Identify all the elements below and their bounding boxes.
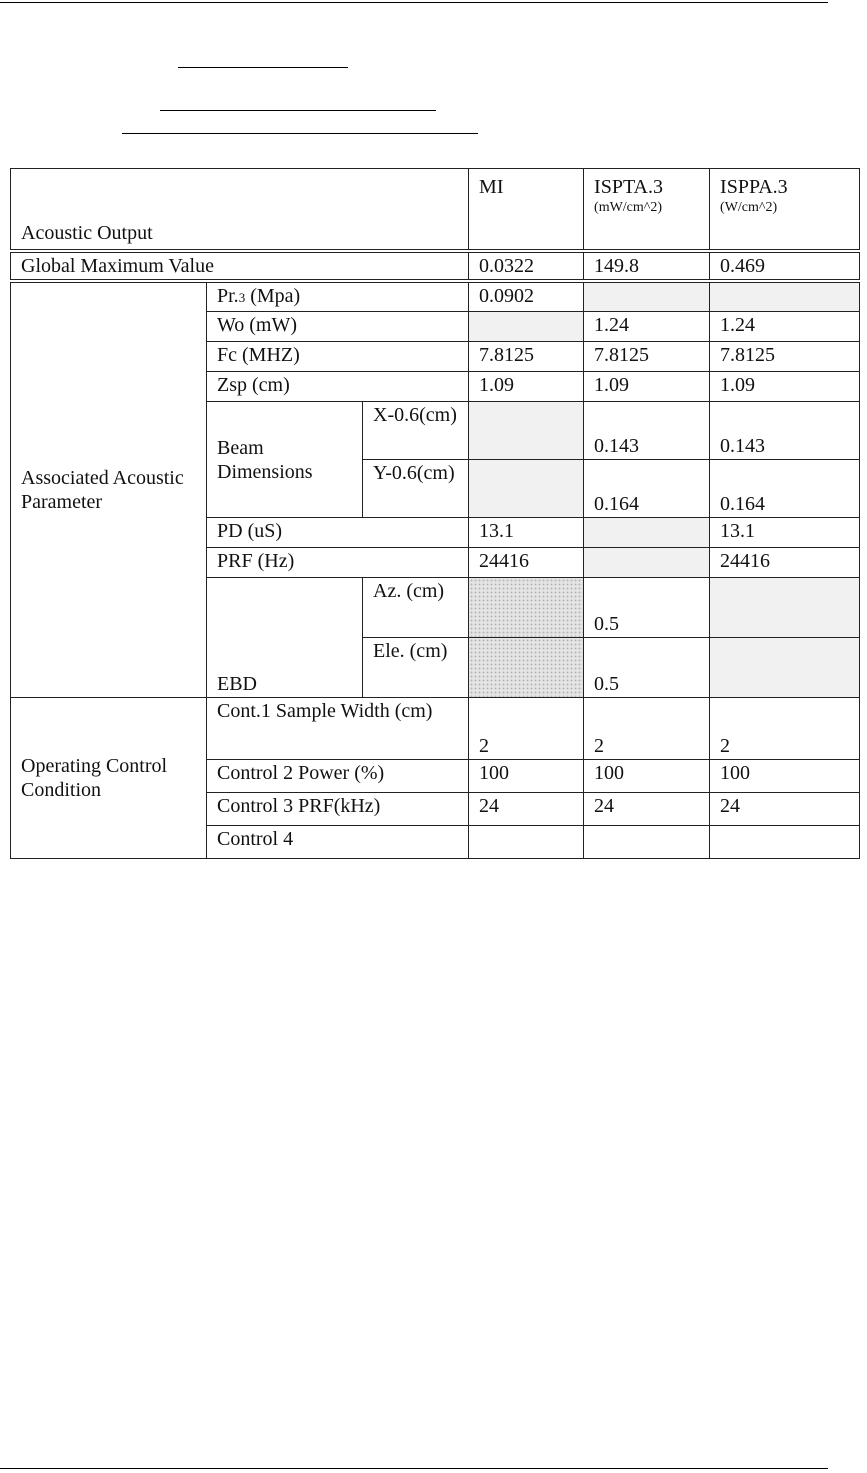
beam-y-isppa-value: 0.164 xyxy=(710,460,860,518)
blank-line-2 xyxy=(160,110,436,111)
beam-y-label: Y-0.6(cm) xyxy=(363,460,469,518)
fc-ispta-value: 7.8125 xyxy=(584,342,710,372)
beam-y-ispta-value: 0.164 xyxy=(584,460,710,518)
pr3-label: Pr.3 (Mpa) xyxy=(207,281,469,312)
ebd-az-ispta-value: 0.5 xyxy=(584,578,710,638)
control3-mi-value: 24 xyxy=(469,793,584,826)
isppa-unit: (W/cm^2) xyxy=(720,200,778,215)
global-maximum-label: Global Maximum Value xyxy=(11,251,469,281)
pr3-ispta-value xyxy=(584,281,710,312)
control2-label: Control 2 Power (%) xyxy=(207,760,469,793)
associated-acoustic-parameter-label: Associated Acoustic Parameter xyxy=(11,281,207,698)
wo-label: Wo (mW) xyxy=(207,312,469,342)
acoustic-output-table xyxy=(10,168,860,859)
cont1-ispta-value: 2 xyxy=(584,698,710,760)
pd-isppa-value: 13.1 xyxy=(710,518,860,548)
mi-header: MI xyxy=(469,169,584,252)
ebd-label: EBD xyxy=(207,578,363,698)
wo-mi-value xyxy=(469,312,584,342)
control2-ispta-value: 100 xyxy=(584,760,710,793)
prf-isppa-value: 24416 xyxy=(710,548,860,578)
top-rule xyxy=(0,2,828,3)
bottom-rule xyxy=(0,1468,828,1469)
ebd-az-isppa-value xyxy=(710,578,860,638)
pd-label: PD (uS) xyxy=(207,518,469,548)
global-ispta-value: 149.8 xyxy=(584,251,710,281)
ebd-ele-label: Ele. (cm) xyxy=(363,638,469,698)
blank-line-1 xyxy=(178,67,348,68)
zsp-label: Zsp (cm) xyxy=(207,372,469,402)
prf-mi-value: 24416 xyxy=(469,548,584,578)
prf-ispta-value xyxy=(584,548,710,578)
control4-isppa-value xyxy=(710,826,860,859)
cont1-mi-value: 2 xyxy=(469,698,584,760)
pr3-isppa-value xyxy=(710,281,860,312)
global-isppa-value: 0.469 xyxy=(710,251,860,281)
ispta-header: ISPTA.3 (mW/cm^2) xyxy=(584,169,710,252)
control4-ispta-value xyxy=(584,826,710,859)
pd-ispta-value xyxy=(584,518,710,548)
zsp-ispta-value: 1.09 xyxy=(584,372,710,402)
zsp-isppa-value: 1.09 xyxy=(710,372,860,402)
beam-x-label: X-0.6(cm) xyxy=(363,402,469,460)
fc-label: Fc (MHZ) xyxy=(207,342,469,372)
control4-label: Control 4 xyxy=(207,826,469,859)
header-row xyxy=(11,169,860,252)
cont1-isppa-value: 2 xyxy=(710,698,860,760)
ebd-ele-isppa-value xyxy=(710,638,860,698)
cont1-row xyxy=(11,698,860,760)
zsp-mi-value: 1.09 xyxy=(469,372,584,402)
control2-mi-value: 100 xyxy=(469,760,584,793)
control2-isppa-value: 100 xyxy=(710,760,860,793)
ebd-ele-ispta-value: 0.5 xyxy=(584,638,710,698)
fc-isppa-value: 7.8125 xyxy=(710,342,860,372)
beam-dimensions-label: Beam Dimensions xyxy=(207,402,363,518)
beam-y-mi-value xyxy=(469,460,584,518)
beam-x-isppa-value: 0.143 xyxy=(710,402,860,460)
global-mi-value: 0.0322 xyxy=(469,251,584,281)
control3-ispta-value: 24 xyxy=(584,793,710,826)
ispta-unit: (mW/cm^2) xyxy=(594,200,663,215)
ebd-ele-mi-value xyxy=(469,638,584,698)
operating-control-condition-label: Operating Control Condition xyxy=(11,698,207,859)
cont1-label: Cont.1 Sample Width (cm) xyxy=(207,698,469,760)
pr3-mi-value: 0.0902 xyxy=(469,281,584,312)
fc-mi-value: 7.8125 xyxy=(469,342,584,372)
wo-isppa-value: 1.24 xyxy=(710,312,860,342)
blank-line-3 xyxy=(122,133,478,134)
ebd-az-label: Az. (cm) xyxy=(363,578,469,638)
acoustic-output-header: Acoustic Output xyxy=(11,169,469,252)
prf-label: PRF (Hz) xyxy=(207,548,469,578)
global-maximum-row xyxy=(11,251,860,281)
ebd-az-mi-value xyxy=(469,578,584,638)
beam-x-ispta-value: 0.143 xyxy=(584,402,710,460)
control3-label: Control 3 PRF(kHz) xyxy=(207,793,469,826)
pr3-row xyxy=(11,281,860,312)
isppa-header: ISPPA.3 (W/cm^2) xyxy=(710,169,860,252)
control4-mi-value xyxy=(469,826,584,859)
control3-isppa-value: 24 xyxy=(710,793,860,826)
pd-mi-value: 13.1 xyxy=(469,518,584,548)
wo-ispta-value: 1.24 xyxy=(584,312,710,342)
beam-x-mi-value xyxy=(469,402,584,460)
